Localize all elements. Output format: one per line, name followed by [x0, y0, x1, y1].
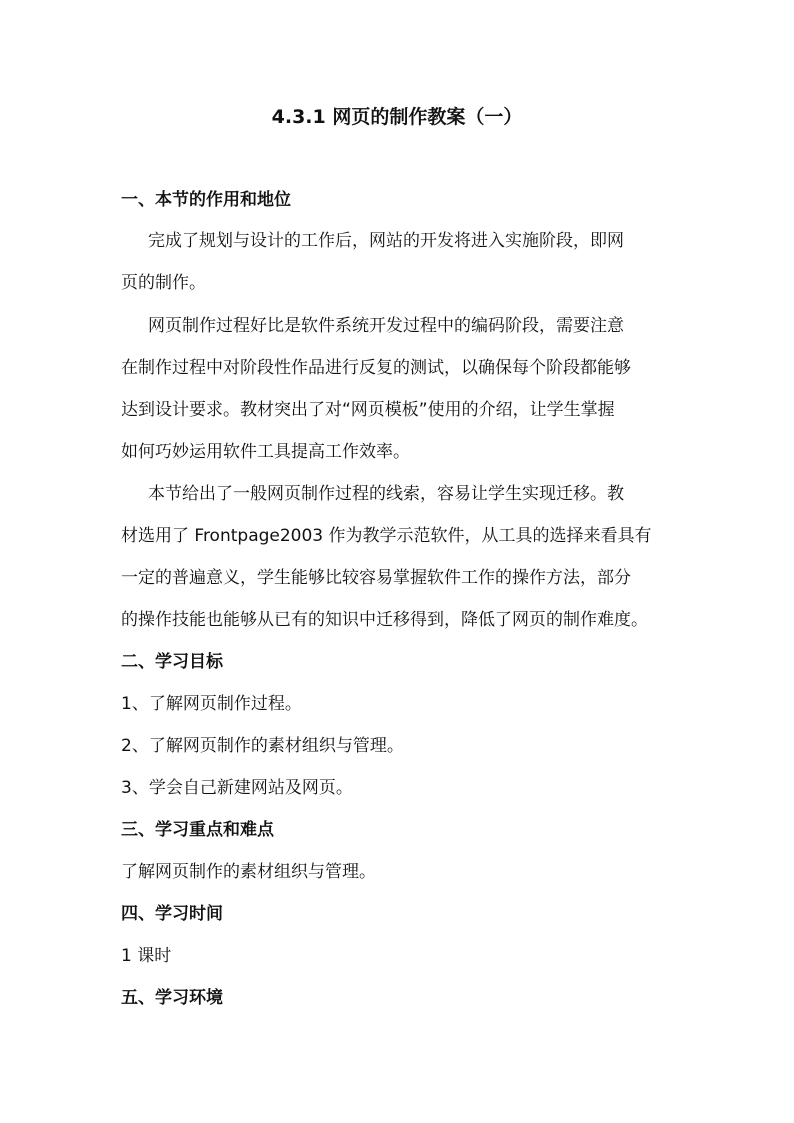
paragraph-line: 1 课时: [121, 946, 172, 966]
section-heading-environment: 五、学习环境: [121, 988, 223, 1008]
list-item: 1、了解网页制作过程。: [121, 694, 302, 714]
paragraph-line: 一定的普遍意义，学生能够比较容易掌握软件工作的操作方法，部分: [121, 568, 631, 588]
paragraph-line: 的操作技能也能够从已有的知识中迁移得到，降低了网页的制作难度。: [121, 610, 648, 630]
section-heading-key-points: 三、学习重点和难点: [121, 820, 274, 840]
paragraph-line: 完成了规划与设计的工作后，网站的开发将进入实施阶段，即网: [148, 231, 624, 251]
document-title: 4.3.1 网页的制作教案（一）: [271, 106, 523, 128]
paragraph-line: 了解网页制作的素材组织与管理。: [121, 862, 376, 882]
paragraph-line: 在制作过程中对阶段性作品进行反复的测试，以确保每个阶段都能够: [121, 358, 631, 378]
paragraph-line: 本节给出了一般网页制作过程的线索，容易让学生实现迁移。教: [148, 484, 624, 504]
list-item: 2、了解网页制作的素材组织与管理。: [121, 736, 404, 756]
paragraph-line: 达到设计要求。教材突出了对“网页模板”使用的介绍，让学生掌握: [121, 400, 615, 420]
paragraph-line: 网页制作过程好比是软件系统开发过程中的编码阶段，需要注意: [148, 316, 624, 336]
section-heading-goals: 二、学习目标: [121, 652, 223, 672]
paragraph-line: 如何巧妙运用软件工具提高工作效率。: [121, 442, 410, 462]
paragraph-line: 页的制作。: [121, 273, 206, 293]
list-item: 3、学会自己新建网站及网页。: [121, 778, 353, 798]
section-heading-role: 一、本节的作用和地位: [121, 190, 291, 210]
section-heading-time: 四、学习时间: [121, 904, 223, 924]
paragraph-line: 材选用了 Frontpage2003 作为教学示范软件，从工具的选择来看具有: [121, 526, 652, 546]
